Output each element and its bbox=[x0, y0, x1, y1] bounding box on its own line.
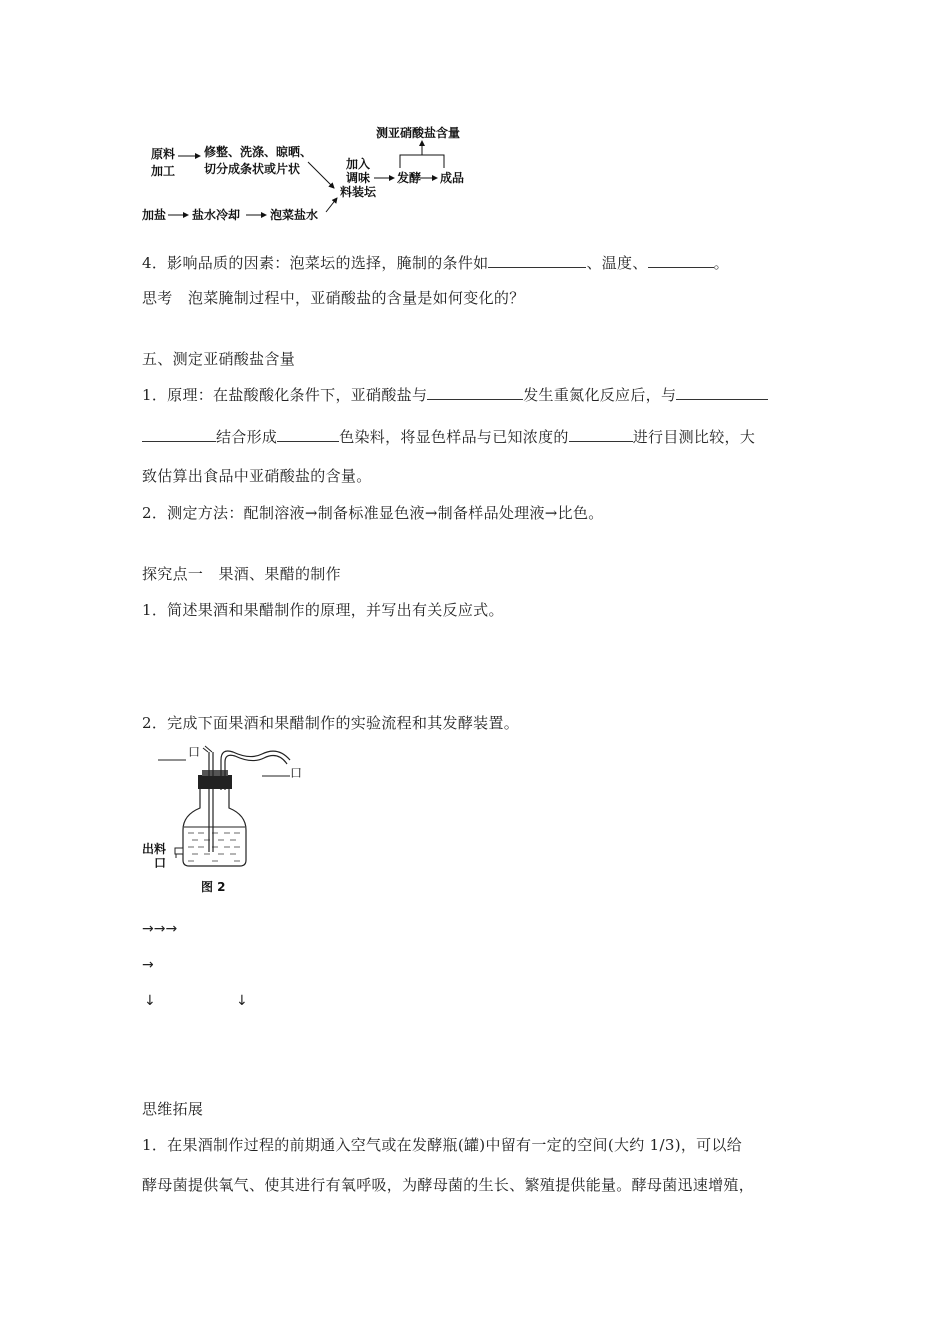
extension-p2: 酵母菌提供氧气、使其进行有氧呼吸，为酵母菌的生长、繁殖提供能量。酵母菌迅速增殖， bbox=[142, 1176, 755, 1194]
flow-season-label: 调味 bbox=[346, 171, 371, 185]
flow-product-label: 成品 bbox=[440, 171, 465, 185]
explore-q2: 2．完成下面果酒和果醋制作的实验流程和其发酵装置。 bbox=[142, 714, 520, 732]
explore-q1: 1．简述果酒和果醋制作的原理，并写出有关反应式。 bbox=[142, 601, 504, 619]
flow-arrow-down-2: ↓ bbox=[236, 993, 248, 1009]
flow-measure-label: 测亚硝酸盐含量 bbox=[376, 126, 461, 140]
flow-brine-label: 泡菜盐水 bbox=[270, 208, 319, 222]
flow-ferment-label: 发酵 bbox=[397, 171, 422, 185]
section5-p1-a: 1．原理：在盐酸酸化条件下，亚硝酸盐与 bbox=[142, 386, 428, 404]
section5-p1-b: 发生重氮化反应后，与 bbox=[523, 386, 677, 404]
section5-p1-d: 色染料，将显色样品与已知浓度的 bbox=[339, 428, 569, 446]
apparatus-outlet-label-1: 出料 bbox=[142, 842, 167, 856]
apparatus-caption: 图 2 bbox=[201, 880, 226, 894]
flow-arrows-row1: →→→ bbox=[142, 921, 178, 937]
flow-add-label: 加入 bbox=[346, 157, 371, 171]
section5-p2: 2．测定方法：配制溶液→制备标准显色液→制备样品处理液→比色。 bbox=[142, 504, 604, 522]
q4-prefix: 4．影响品质的因素：泡菜坛的选择，腌制的条件如 bbox=[142, 254, 489, 272]
flow-arrows-row2: → bbox=[142, 957, 154, 973]
q4-end: 。 bbox=[713, 254, 729, 272]
flow-raw-material-label: 原料 bbox=[151, 147, 176, 161]
flow-trim-label: 修整、洗涤、晾晒、 bbox=[204, 145, 313, 159]
flow-arrow-down-1: ↓ bbox=[144, 993, 156, 1009]
extension-p1: 1．在果酒制作过程的前期通入空气或在发酵瓶(罐)中留有一定的空间(大约 1/3)，可以给 bbox=[142, 1136, 743, 1154]
flow-cool-label: 盐水冷却 bbox=[192, 208, 241, 222]
section5-p1-c: 结合形成 bbox=[216, 428, 278, 446]
flow-jar-label: 料装坛 bbox=[340, 185, 377, 199]
flow-salt-label: 加盐 bbox=[142, 208, 167, 222]
q4-mid: 、温度、 bbox=[586, 254, 648, 272]
section5-p1-e: 进行目测比较，大 bbox=[632, 428, 756, 446]
extension-title: 思维拓展 bbox=[142, 1100, 204, 1118]
apparatus-port-right: 口 bbox=[290, 766, 303, 780]
flow-cut-label: 切分成条状或片状 bbox=[204, 162, 301, 176]
apparatus-port-top: 口 bbox=[188, 745, 201, 759]
think-question: 思考 泡菜腌制过程中，亚硝酸盐的含量是如何变化的？ bbox=[142, 289, 525, 307]
section5-title: 五、测定亚硝酸盐含量 bbox=[142, 350, 296, 368]
flow-processing-label: 加工 bbox=[151, 164, 176, 178]
explore-title: 探究点一 果酒、果醋的制作 bbox=[142, 565, 341, 583]
apparatus-outlet-label-2: 口 bbox=[154, 856, 167, 870]
section5-p1-line3: 致估算出食品中亚硝酸盐的含量。 bbox=[142, 467, 372, 485]
